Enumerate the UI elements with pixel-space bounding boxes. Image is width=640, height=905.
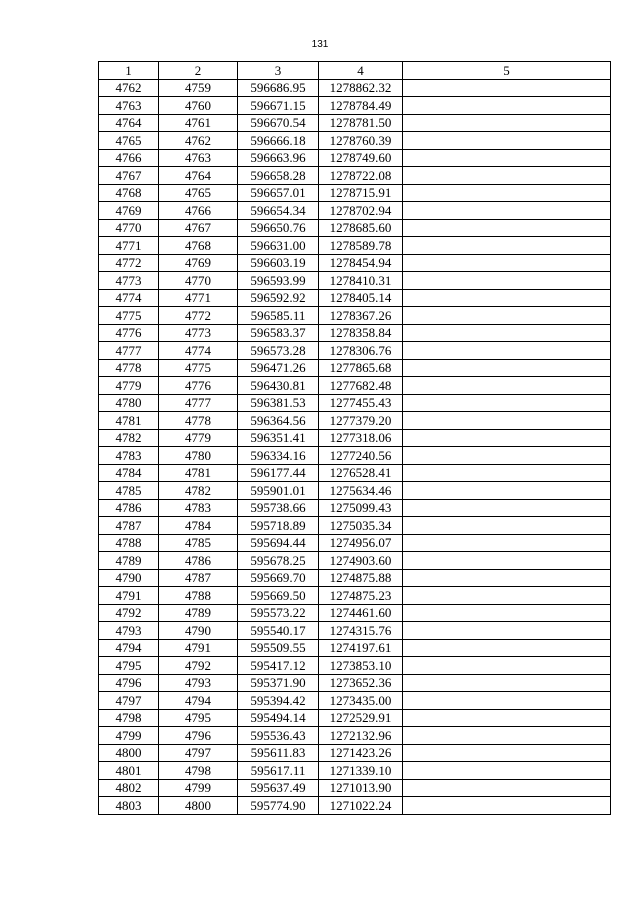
cell-y-coordinate: 1278589.78	[319, 237, 403, 255]
cell-number: 4789	[99, 552, 159, 570]
cell-number: 4798	[99, 709, 159, 727]
cell-number: 4782	[99, 429, 159, 447]
cell-point-number: 4800	[159, 797, 238, 815]
cell-note	[403, 254, 611, 272]
cell-y-coordinate: 1277240.56	[319, 447, 403, 465]
cell-y-coordinate: 1278685.60	[319, 219, 403, 237]
cell-x-coordinate: 596670.54	[238, 114, 319, 132]
cell-point-number: 4793	[159, 674, 238, 692]
cell-point-number: 4761	[159, 114, 238, 132]
table-row	[99, 622, 611, 640]
cell-note	[403, 307, 611, 325]
table-row	[99, 149, 611, 167]
cell-x-coordinate: 596334.16	[238, 447, 319, 465]
cell-note	[403, 797, 611, 815]
cell-point-number: 4766	[159, 202, 238, 220]
cell-note	[403, 464, 611, 482]
cell-x-coordinate: 595394.42	[238, 692, 319, 710]
cell-point-number: 4773	[159, 324, 238, 342]
cell-point-number: 4779	[159, 429, 238, 447]
cell-x-coordinate: 596666.18	[238, 132, 319, 150]
table-row	[99, 412, 611, 430]
cell-number: 4781	[99, 412, 159, 430]
cell-point-number: 4762	[159, 132, 238, 150]
cell-note	[403, 709, 611, 727]
cell-x-coordinate: 596585.11	[238, 307, 319, 325]
cell-number: 4785	[99, 482, 159, 500]
cell-note	[403, 779, 611, 797]
column-header-3: 3	[238, 62, 319, 80]
cell-y-coordinate: 1277682.48	[319, 377, 403, 395]
cell-x-coordinate: 595573.22	[238, 604, 319, 622]
cell-point-number: 4760	[159, 97, 238, 115]
cell-x-coordinate: 595509.55	[238, 639, 319, 657]
cell-x-coordinate: 596654.34	[238, 202, 319, 220]
cell-x-coordinate: 596650.76	[238, 219, 319, 237]
cell-y-coordinate: 1271423.26	[319, 744, 403, 762]
cell-note	[403, 237, 611, 255]
cell-y-coordinate: 1271339.10	[319, 762, 403, 780]
cell-y-coordinate: 1277455.43	[319, 394, 403, 412]
cell-y-coordinate: 1277379.20	[319, 412, 403, 430]
cell-number: 4766	[99, 149, 159, 167]
table-row	[99, 132, 611, 150]
cell-y-coordinate: 1272132.96	[319, 727, 403, 745]
cell-y-coordinate: 1274461.60	[319, 604, 403, 622]
cell-note	[403, 762, 611, 780]
cell-y-coordinate: 1278405.14	[319, 289, 403, 307]
cell-note	[403, 394, 611, 412]
cell-number: 4762	[99, 79, 159, 97]
cell-note	[403, 727, 611, 745]
cell-x-coordinate: 596471.26	[238, 359, 319, 377]
cell-x-coordinate: 596381.53	[238, 394, 319, 412]
cell-number: 4787	[99, 517, 159, 535]
cell-y-coordinate: 1273853.10	[319, 657, 403, 675]
cell-y-coordinate: 1271013.90	[319, 779, 403, 797]
cell-number: 4771	[99, 237, 159, 255]
table-row	[99, 692, 611, 710]
table-row	[99, 97, 611, 115]
table-row	[99, 219, 611, 237]
cell-note	[403, 447, 611, 465]
table-row	[99, 359, 611, 377]
cell-point-number: 4776	[159, 377, 238, 395]
cell-x-coordinate: 596686.95	[238, 79, 319, 97]
cell-number: 4780	[99, 394, 159, 412]
cell-y-coordinate: 1278722.08	[319, 167, 403, 185]
cell-number: 4772	[99, 254, 159, 272]
cell-note	[403, 377, 611, 395]
cell-x-coordinate: 595617.11	[238, 762, 319, 780]
cell-note	[403, 604, 611, 622]
table-row	[99, 569, 611, 587]
cell-point-number: 4790	[159, 622, 238, 640]
cell-number: 4801	[99, 762, 159, 780]
cell-point-number: 4769	[159, 254, 238, 272]
table-row	[99, 482, 611, 500]
cell-number: 4777	[99, 342, 159, 360]
cell-y-coordinate: 1278784.49	[319, 97, 403, 115]
cell-y-coordinate: 1278410.31	[319, 272, 403, 290]
table-row	[99, 307, 611, 325]
cell-y-coordinate: 1278306.76	[319, 342, 403, 360]
cell-note	[403, 219, 611, 237]
cell-y-coordinate: 1278358.84	[319, 324, 403, 342]
cell-x-coordinate: 596631.00	[238, 237, 319, 255]
cell-number: 4784	[99, 464, 159, 482]
cell-note	[403, 79, 611, 97]
cell-number: 4778	[99, 359, 159, 377]
cell-note	[403, 534, 611, 552]
table-row	[99, 797, 611, 815]
cell-note	[403, 324, 611, 342]
cell-note	[403, 429, 611, 447]
cell-note	[403, 639, 611, 657]
cell-point-number: 4774	[159, 342, 238, 360]
cell-x-coordinate: 595738.66	[238, 499, 319, 517]
cell-y-coordinate: 1274956.07	[319, 534, 403, 552]
cell-number: 4765	[99, 132, 159, 150]
cell-number: 4775	[99, 307, 159, 325]
cell-point-number: 4788	[159, 587, 238, 605]
cell-number: 4779	[99, 377, 159, 395]
cell-note	[403, 412, 611, 430]
cell-point-number: 4767	[159, 219, 238, 237]
cell-note	[403, 482, 611, 500]
cell-number: 4769	[99, 202, 159, 220]
table-row	[99, 674, 611, 692]
cell-point-number: 4782	[159, 482, 238, 500]
cell-point-number: 4791	[159, 639, 238, 657]
cell-x-coordinate: 595536.43	[238, 727, 319, 745]
cell-x-coordinate: 595669.70	[238, 569, 319, 587]
cell-point-number: 4763	[159, 149, 238, 167]
cell-x-coordinate: 595669.50	[238, 587, 319, 605]
cell-y-coordinate: 1274903.60	[319, 552, 403, 570]
cell-point-number: 4759	[159, 79, 238, 97]
cell-y-coordinate: 1276528.41	[319, 464, 403, 482]
cell-x-coordinate: 595694.44	[238, 534, 319, 552]
cell-point-number: 4798	[159, 762, 238, 780]
cell-number: 4768	[99, 184, 159, 202]
cell-number: 4793	[99, 622, 159, 640]
table-row	[99, 272, 611, 290]
cell-number: 4763	[99, 97, 159, 115]
cell-point-number: 4795	[159, 709, 238, 727]
cell-x-coordinate: 595901.01	[238, 482, 319, 500]
table-row	[99, 184, 611, 202]
cell-point-number: 4786	[159, 552, 238, 570]
cell-note	[403, 132, 611, 150]
cell-note	[403, 359, 611, 377]
table-row	[99, 517, 611, 535]
table-row	[99, 114, 611, 132]
cell-point-number: 4787	[159, 569, 238, 587]
cell-y-coordinate: 1278781.50	[319, 114, 403, 132]
cell-x-coordinate: 596671.15	[238, 97, 319, 115]
cell-note	[403, 674, 611, 692]
table-row	[99, 552, 611, 570]
table-row	[99, 342, 611, 360]
cell-point-number: 4775	[159, 359, 238, 377]
cell-note	[403, 202, 611, 220]
cell-x-coordinate: 596657.01	[238, 184, 319, 202]
cell-point-number: 4770	[159, 272, 238, 290]
table-header-row	[99, 62, 611, 80]
column-header-2: 2	[159, 62, 238, 80]
cell-point-number: 4792	[159, 657, 238, 675]
table-row	[99, 377, 611, 395]
table-row	[99, 534, 611, 552]
cell-point-number: 4777	[159, 394, 238, 412]
cell-point-number: 4764	[159, 167, 238, 185]
cell-y-coordinate: 1272529.91	[319, 709, 403, 727]
cell-note	[403, 552, 611, 570]
coordinates-table	[98, 61, 611, 815]
cell-x-coordinate: 596663.96	[238, 149, 319, 167]
table-body	[99, 79, 611, 814]
cell-y-coordinate: 1278715.91	[319, 184, 403, 202]
table-row	[99, 709, 611, 727]
column-header-1: 1	[99, 62, 159, 80]
cell-number: 4773	[99, 272, 159, 290]
table-row	[99, 254, 611, 272]
cell-note	[403, 692, 611, 710]
cell-y-coordinate: 1278749.60	[319, 149, 403, 167]
cell-x-coordinate: 596658.28	[238, 167, 319, 185]
cell-number: 4774	[99, 289, 159, 307]
table-row	[99, 202, 611, 220]
table-row	[99, 727, 611, 745]
cell-number: 4796	[99, 674, 159, 692]
cell-x-coordinate: 596351.41	[238, 429, 319, 447]
cell-point-number: 4785	[159, 534, 238, 552]
cell-x-coordinate: 595540.17	[238, 622, 319, 640]
cell-point-number: 4794	[159, 692, 238, 710]
cell-note	[403, 184, 611, 202]
cell-y-coordinate: 1274875.23	[319, 587, 403, 605]
cell-note	[403, 587, 611, 605]
cell-number: 4792	[99, 604, 159, 622]
cell-number: 4791	[99, 587, 159, 605]
table-row	[99, 289, 611, 307]
table-row	[99, 324, 611, 342]
cell-y-coordinate: 1277865.68	[319, 359, 403, 377]
column-header-5: 5	[403, 62, 611, 80]
cell-point-number: 4784	[159, 517, 238, 535]
cell-x-coordinate: 596430.81	[238, 377, 319, 395]
table-row	[99, 429, 611, 447]
cell-point-number: 4772	[159, 307, 238, 325]
cell-number: 4770	[99, 219, 159, 237]
cell-point-number: 4789	[159, 604, 238, 622]
cell-y-coordinate: 1274197.61	[319, 639, 403, 657]
cell-number: 4767	[99, 167, 159, 185]
cell-point-number: 4799	[159, 779, 238, 797]
cell-number: 4788	[99, 534, 159, 552]
cell-y-coordinate: 1273435.00	[319, 692, 403, 710]
cell-number: 4795	[99, 657, 159, 675]
table-row	[99, 762, 611, 780]
table-row	[99, 237, 611, 255]
cell-number: 4790	[99, 569, 159, 587]
cell-x-coordinate: 596592.92	[238, 289, 319, 307]
table-row	[99, 167, 611, 185]
cell-x-coordinate: 595611.83	[238, 744, 319, 762]
cell-note	[403, 499, 611, 517]
cell-note	[403, 342, 611, 360]
cell-x-coordinate: 595637.49	[238, 779, 319, 797]
cell-point-number: 4781	[159, 464, 238, 482]
cell-x-coordinate: 595678.25	[238, 552, 319, 570]
cell-note	[403, 744, 611, 762]
cell-y-coordinate: 1271022.24	[319, 797, 403, 815]
cell-note	[403, 289, 611, 307]
cell-number: 4797	[99, 692, 159, 710]
column-header-4: 4	[319, 62, 403, 80]
cell-y-coordinate: 1278862.32	[319, 79, 403, 97]
cell-note	[403, 114, 611, 132]
cell-y-coordinate: 1275634.46	[319, 482, 403, 500]
cell-number: 4800	[99, 744, 159, 762]
cell-x-coordinate: 595774.90	[238, 797, 319, 815]
cell-y-coordinate: 1278367.26	[319, 307, 403, 325]
page-number: 131	[311, 39, 329, 50]
cell-y-coordinate: 1273652.36	[319, 674, 403, 692]
table-row	[99, 447, 611, 465]
cell-note	[403, 622, 611, 640]
cell-number: 4786	[99, 499, 159, 517]
cell-number: 4799	[99, 727, 159, 745]
cell-point-number: 4783	[159, 499, 238, 517]
table-row	[99, 499, 611, 517]
cell-number: 4802	[99, 779, 159, 797]
cell-note	[403, 149, 611, 167]
cell-note	[403, 569, 611, 587]
cell-x-coordinate: 596583.37	[238, 324, 319, 342]
cell-y-coordinate: 1278760.39	[319, 132, 403, 150]
cell-x-coordinate: 596364.56	[238, 412, 319, 430]
cell-x-coordinate: 595494.14	[238, 709, 319, 727]
table-row	[99, 79, 611, 97]
cell-number: 4764	[99, 114, 159, 132]
table-row	[99, 779, 611, 797]
cell-note	[403, 97, 611, 115]
table-row	[99, 394, 611, 412]
cell-y-coordinate: 1274875.88	[319, 569, 403, 587]
cell-x-coordinate: 595417.12	[238, 657, 319, 675]
cell-y-coordinate: 1277318.06	[319, 429, 403, 447]
cell-x-coordinate: 596573.28	[238, 342, 319, 360]
cell-y-coordinate: 1278702.94	[319, 202, 403, 220]
cell-y-coordinate: 1275035.34	[319, 517, 403, 535]
cell-number: 4803	[99, 797, 159, 815]
table-row	[99, 744, 611, 762]
cell-x-coordinate: 595718.89	[238, 517, 319, 535]
cell-x-coordinate: 596603.19	[238, 254, 319, 272]
cell-point-number: 4778	[159, 412, 238, 430]
cell-y-coordinate: 1278454.94	[319, 254, 403, 272]
cell-note	[403, 167, 611, 185]
cell-point-number: 4765	[159, 184, 238, 202]
cell-x-coordinate: 596593.99	[238, 272, 319, 290]
cell-note	[403, 272, 611, 290]
table-row	[99, 657, 611, 675]
cell-point-number: 4796	[159, 727, 238, 745]
cell-x-coordinate: 595371.90	[238, 674, 319, 692]
cell-point-number: 4797	[159, 744, 238, 762]
cell-y-coordinate: 1274315.76	[319, 622, 403, 640]
cell-point-number: 4768	[159, 237, 238, 255]
cell-number: 4783	[99, 447, 159, 465]
cell-x-coordinate: 596177.44	[238, 464, 319, 482]
table-row	[99, 587, 611, 605]
cell-number: 4794	[99, 639, 159, 657]
cell-point-number: 4780	[159, 447, 238, 465]
cell-number: 4776	[99, 324, 159, 342]
table-row	[99, 639, 611, 657]
cell-note	[403, 657, 611, 675]
table-row	[99, 464, 611, 482]
table-row	[99, 604, 611, 622]
cell-point-number: 4771	[159, 289, 238, 307]
cell-note	[403, 517, 611, 535]
cell-y-coordinate: 1275099.43	[319, 499, 403, 517]
